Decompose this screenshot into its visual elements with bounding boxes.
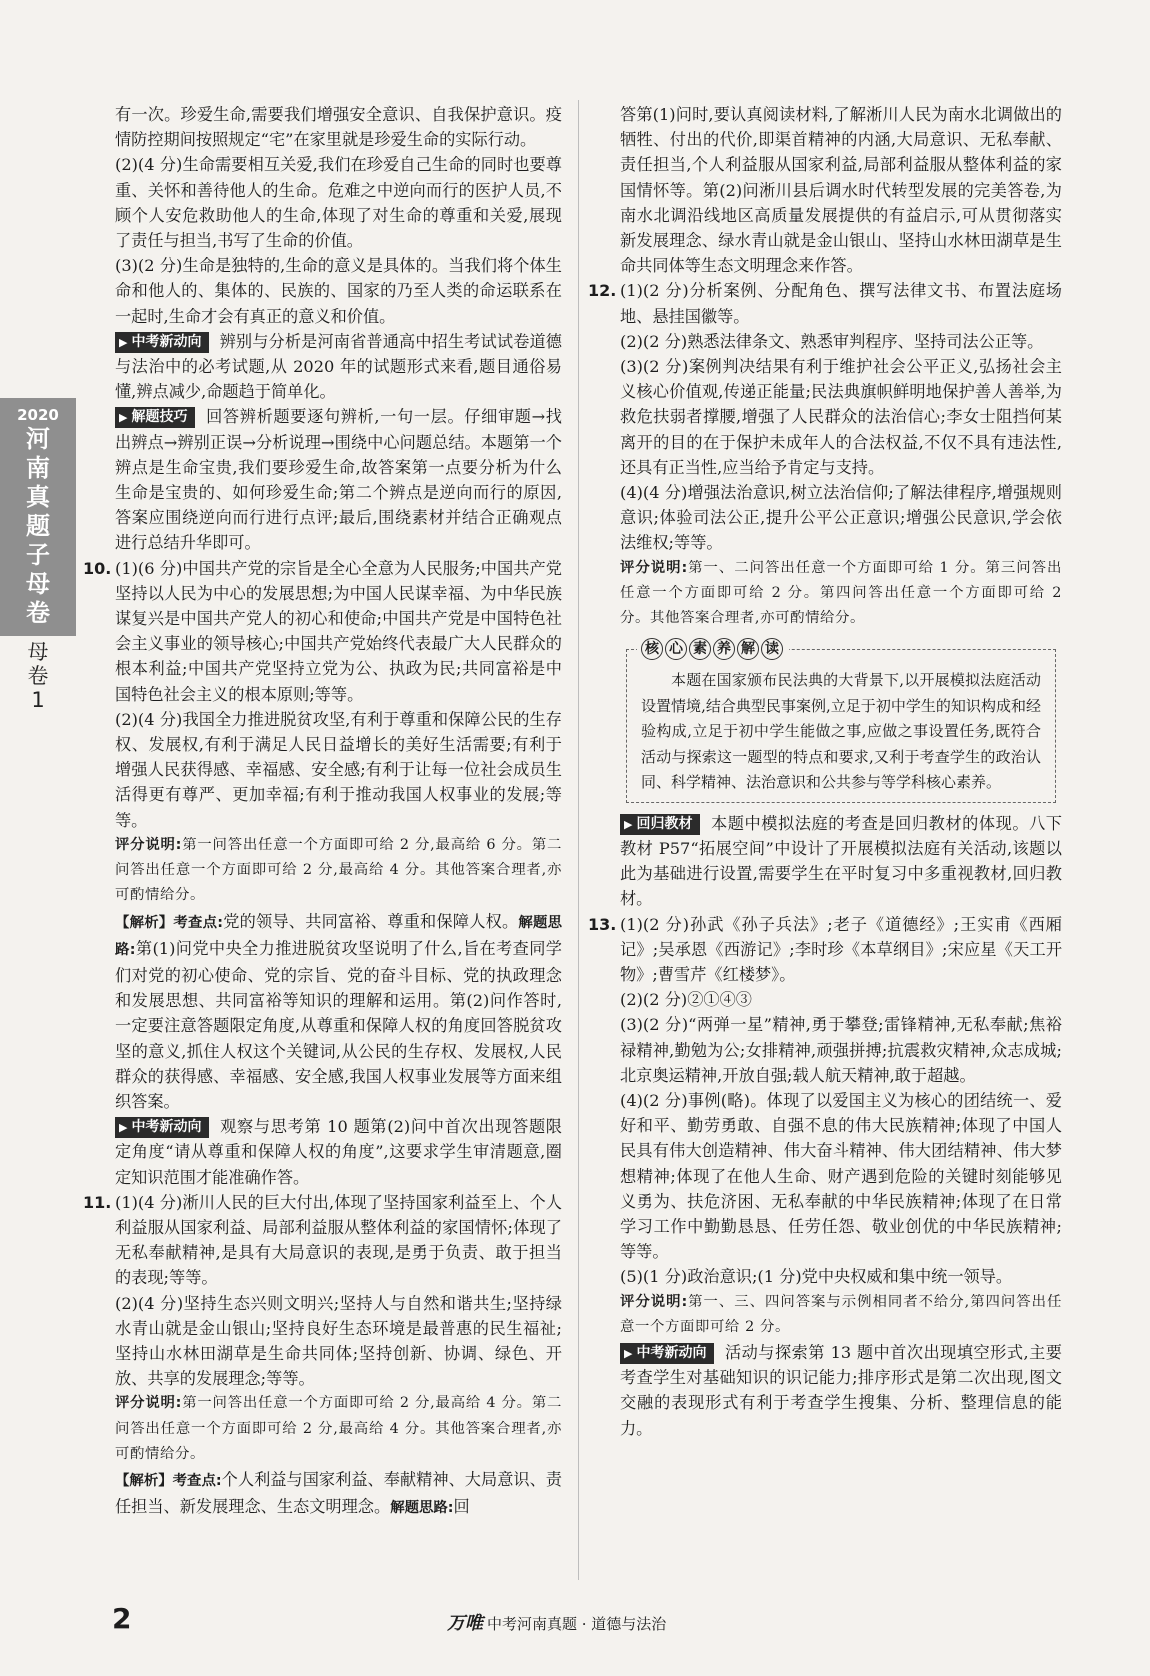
tips-tag: ▶ 解题技巧 bbox=[115, 407, 195, 428]
analysis: 【解析】考查点:个人利益与国家利益、奉献精神、大局意识、责任担当、新发展理念、生态文明理念。解题思路:回 bbox=[115, 1469, 562, 1517]
answer-paragraph: (3)(2 分)案例判决结果有利于维护社会公平正义,弘扬社会主义核心价值观,传递正能量;民法典旗帜鲜明地保护善人善举,为救危扶弱者撑腰,增强了人民群众的法治信心;李女士阻挡何某离开的目的在于保护未成年人的合法权益,不仅不具有违法性,还具有正当性,应当给予肯定与支持。 bbox=[620, 357, 1062, 477]
answer-paragraph: (2)(4 分)生命需要相互关爱,我们在珍爱自己生命的同时也要尊重、关怀和善待他人的生命。危难之中逆向而行的医护人员,不顾个人安危救助他人的生命,体现了对生命的尊重和关爱,展现了责任与担当,书写了生命的价值。 bbox=[115, 155, 562, 251]
textbook-tag: ▶ 回归教材 bbox=[620, 814, 700, 835]
scoring-note: 评分说明:第一问答出任意一个方面即可给 2 分,最高给 6 分。第二问答出任意一个方面即可给 2 分,最高给 4 分。其他答案合理者,亦可酌情给分。 bbox=[115, 836, 562, 904]
side-title-char: 卷 bbox=[26, 599, 50, 627]
brand-logo: 万唯 bbox=[447, 1613, 483, 1634]
answer-paragraph: (3)(2 分)“两弹一星”精神,勇于攀登;雷锋精神,无私奉献;焦裕禄精神,勤勉为公;女排精神,顽强拼搏;抗震救灾精神,众志成城;北京奥运精神,开放自强;载人航天精神,敢于超越。 bbox=[620, 1015, 1062, 1085]
answer-paragraph: (2)(2 分)②①④③ bbox=[620, 990, 752, 1010]
question-number: 11. bbox=[83, 1192, 112, 1212]
column-divider bbox=[578, 100, 579, 1580]
side-label-char: 母 bbox=[27, 640, 49, 664]
answer-paragraph: (4)(2 分)事例(略)。体现了以爱国主义为核心的团结统一、爱好和平、勤劳勇敢、自强不息的伟大民族精神;体现了中国人民具有伟大创造精神、伟大奋斗精神、伟大团结精神、伟大梦想精神;体现了在他人生命、财产遇到危险的关键时刻能够见义勇为、扶危济困、无私奉献的中华民族精神;体现了在日常学习工作中勤勤恳恳、任劳任怨、敬业创优的中华民族精神;等等。 bbox=[620, 1091, 1062, 1262]
side-title-char: 子 bbox=[26, 541, 50, 569]
scoring-note: 评分说明:第一问答出任意一个方面即可给 2 分,最高给 4 分。第二问答出任意一个方面即可给 2 分,最高给 4 分。其他答案合理者,亦可酌情给分。 bbox=[115, 1395, 562, 1462]
new-trend-note: ▶ 中考新动向 活动与探索第 13 题中首次出现填空形式,主要考查学生对基础知识的识记能力;排序形式是第二次出现,图文交融的表现形式有利于考查学生搜集、分析、整理信息的能力。 bbox=[620, 1343, 1062, 1438]
answer-paragraph: (1)(6 分)中国共产党的宗旨是全心全意为人民服务;中国共产党坚持以人民为中心的发展思想;为中国人民谋幸福、为中华民族谋复兴是中国共产党人的初心和使命;中国共产党是中国特色社会主义事业的领导核心;中国共产党始终代表最广大人民群众的根本利益;中国共产党坚持立党为公、执政为民;共同富裕是中国特色社会主义的根本原则;等等。 bbox=[115, 558, 562, 704]
side-title-char: 河 bbox=[26, 425, 50, 453]
side-title-char: 南 bbox=[26, 454, 50, 482]
tips-note: ▶ 解题技巧 回答辨析题要逐句辨析,一句一层。仔细审题→找出辨点→辨别正误→分析说理→围绕中心问题总结。本题第一个辨点是生命宝贵,我们要珍爱生命,故答案第一点要分析为什么生命是宝贵的、如何珍爱生命;第二个辨点是逆向而行的原因,答案应围绕逆向而行进行点评;最后,围绕素材并结合正确观点进行总结升华即可。 bbox=[115, 407, 562, 553]
side-title-char: 真 bbox=[26, 483, 50, 511]
side-tab bbox=[0, 398, 76, 636]
scoring-note: 评分说明:第一、三、四问答案与示例相同者不给分,第四问答出任意一个方面即可给 2 分。 bbox=[620, 1293, 1062, 1335]
triangle-icon: ▶ bbox=[119, 1121, 128, 1135]
answer-paragraph: (2)(2 分)熟悉法律条文、熟悉审判程序、坚持司法公正等。 bbox=[620, 331, 1044, 351]
answer-paragraph: (3)(2 分)生命是独特的,生命的意义是具体的。当我们将个体生命和他人的、集体的、民族的、国家的乃至人类的命运联系在一起时,生命才会有真正的意义和价值。 bbox=[115, 256, 562, 326]
side-label bbox=[0, 640, 76, 712]
page-number: 2 bbox=[112, 1602, 132, 1635]
new-trend-tag: ▶ 中考新动向 bbox=[115, 332, 209, 353]
side-title-char: 母 bbox=[26, 570, 50, 598]
textbook-note: ▶ 回归教材 本题中模拟法庭的考查是回归教材的体现。八下教材 P57“拓展空间”中设计了开展模拟法庭有关活动,该题以此为基础进行设置,需要学生在平时复习中多重视教材,回归教材。 bbox=[620, 813, 1062, 909]
question-10 bbox=[83, 556, 562, 1114]
core-literacy-title: 核 心 素 养 解 读 bbox=[637, 637, 789, 663]
question-11 bbox=[83, 1190, 562, 1522]
answer-paragraph: (1)(2 分)孙武《孙子兵法》;老子《道德经》;王实甫《西厢记》;吴承恩《西游记》;李时珍《本草纲目》;宋应星《天工开物》;曹雪芹《红楼梦》。 bbox=[620, 914, 1063, 984]
core-literacy-text: 本题在国家颁布民法典的大背景下,以开展模拟法庭活动设置情境,结合典型民事案例,立足于初中学生的知识构成和经验构成,立足于初中学生能做之事,应做之事设置任务,既符合活动与探索这一题型的特点和要求,又利于考查学生的政治认同、科学精神、法治意识和公共参与等学科核心素养。 bbox=[641, 671, 1041, 792]
side-label-char: 1 bbox=[31, 688, 45, 712]
triangle-icon: ▶ bbox=[624, 1347, 633, 1361]
side-title-char: 题 bbox=[26, 512, 50, 540]
answer-paragraph: (4)(4 分)增强法治意识,树立法治信仰;了解法律程序,增强规则意识;体验司法公正,提升公平公正意识;增强公民意识,学会依法维权;等等。 bbox=[620, 483, 1062, 553]
new-trend-note: ▶ 中考新动向 辨别与分析是河南省普通高中招生考试试卷道德与法治中的必考试题,从 2020 年的试题形式来看,题目通俗易懂,辨点减少,命题趋于简单化。 bbox=[115, 331, 562, 402]
left-column bbox=[83, 102, 562, 1521]
question-12 bbox=[588, 278, 1062, 631]
question-13 bbox=[588, 912, 1063, 1340]
answer-paragraph: (2)(4 分)坚持生态兴则文明兴;坚持人与自然和谐共生;坚持绿水青山就是金山银山;坚持良好生态环境是最普惠的民生福祉;坚持山水林田湖草是生命共同体;坚持创新、协调、绿色、开放、共享的发展理念;等等。 bbox=[115, 1293, 562, 1389]
right-column bbox=[588, 102, 1063, 1441]
side-label-char: 卷 bbox=[27, 664, 49, 688]
answer-paragraph: (1)(2 分)分析案例、分配角色、撰写法律文书、布置法庭场地、悬挂国徽等。 bbox=[620, 281, 1062, 326]
triangle-icon: ▶ bbox=[624, 817, 633, 831]
question-number: 10. bbox=[83, 558, 112, 578]
question-number: 13. bbox=[588, 914, 617, 934]
question-number: 12. bbox=[588, 281, 617, 301]
analysis: 【解析】考查点:党的领导、共同富裕、尊重和保障人权。解题思路:第(1)问党中央全力推进脱贫攻坚说明了什么,旨在考查同学们对党的初心使命、党的宗旨、党的奋斗目标、党的执政理念和发展思想、共同富裕等知识的理解和运用。第(2)问作答时,一定要注意答题限定角度,从尊重和保障人权的角度回答脱贫攻坚的意义,抓住人权这个关键词,从公民的生存权、发展权,人民群众的获得感、幸福感、安全感,我国人权事业发展等方面来组织答案。 bbox=[115, 911, 562, 1111]
answer-paragraph: 有一次。珍爱生命,需要我们增强安全意识、自我保护意识。疫情防控期间按照规定“宅”在家里就是珍爱生命的实际行动。 bbox=[115, 105, 562, 150]
answer-paragraph: 答第(1)问时,要认真阅读材料,了解淅川人民为南水北调做出的牺牲、付出的代价,即渠首精神的内涵,大局意识、无私奉献、责任担当,个人利益服从国家利益,局部利益服从整体利益的家国情怀等。第(2)问淅川县后调水时代转型发展的完美答卷,为南水北调沿线地区高质量发展提供的有益启示,可从贯彻落实新发展理念、绿水青山就是金山银山、坚持山水林田湖草是生命共同体等生态文明理念来作答。 bbox=[620, 105, 1062, 276]
new-trend-tag: ▶ 中考新动向 bbox=[620, 1343, 714, 1364]
answer-paragraph: (1)(4 分)淅川人民的巨大付出,体现了坚持国家利益至上、个人利益服从国家利益、局部利益服从整体利益的家国情怀;体现了无私奉献精神,是具有大局意识的表现,是勇于负责、敢于担当的表现;等等。 bbox=[115, 1192, 562, 1288]
triangle-icon: ▶ bbox=[119, 411, 128, 425]
new-trend-note: ▶ 中考新动向 观察与思考第 10 题第(2)问中首次出现答题限定角度“请从尊重和保障人权的角度”,这要求学生审清题意,圈定知识范围才能准确作答。 bbox=[115, 1117, 562, 1187]
side-year: 2020 bbox=[17, 406, 59, 424]
footer-title: 万唯 中考河南真题 · 道德与法治 bbox=[447, 1613, 667, 1634]
answer-paragraph: (2)(4 分)我国全力推进脱贫攻坚,有利于尊重和保障公民的生存权、发展权,有利于满足人民日益增长的美好生活需要;有利于增强人民获得感、幸福感、安全感;有利于让每一位社会成员生活得更有尊严、更加幸福;有利于推动我国人权事业的发展;等等。 bbox=[115, 709, 562, 830]
triangle-icon: ▶ bbox=[119, 335, 128, 349]
scoring-note: 评分说明:第一、二问答出任意一个方面即可给 1 分。第三问答出任意一个方面即可给 2 分。第四问答出任意一个方面即可给 2 分。其他答案合理者,亦可酌情给分。 bbox=[620, 559, 1062, 627]
answer-paragraph: (5)(1 分)政治意识;(1 分)党中央权威和集中统一领导。 bbox=[620, 1267, 1013, 1287]
core-literacy-box bbox=[626, 641, 1056, 803]
new-trend-tag: ▶ 中考新动向 bbox=[115, 1117, 209, 1138]
